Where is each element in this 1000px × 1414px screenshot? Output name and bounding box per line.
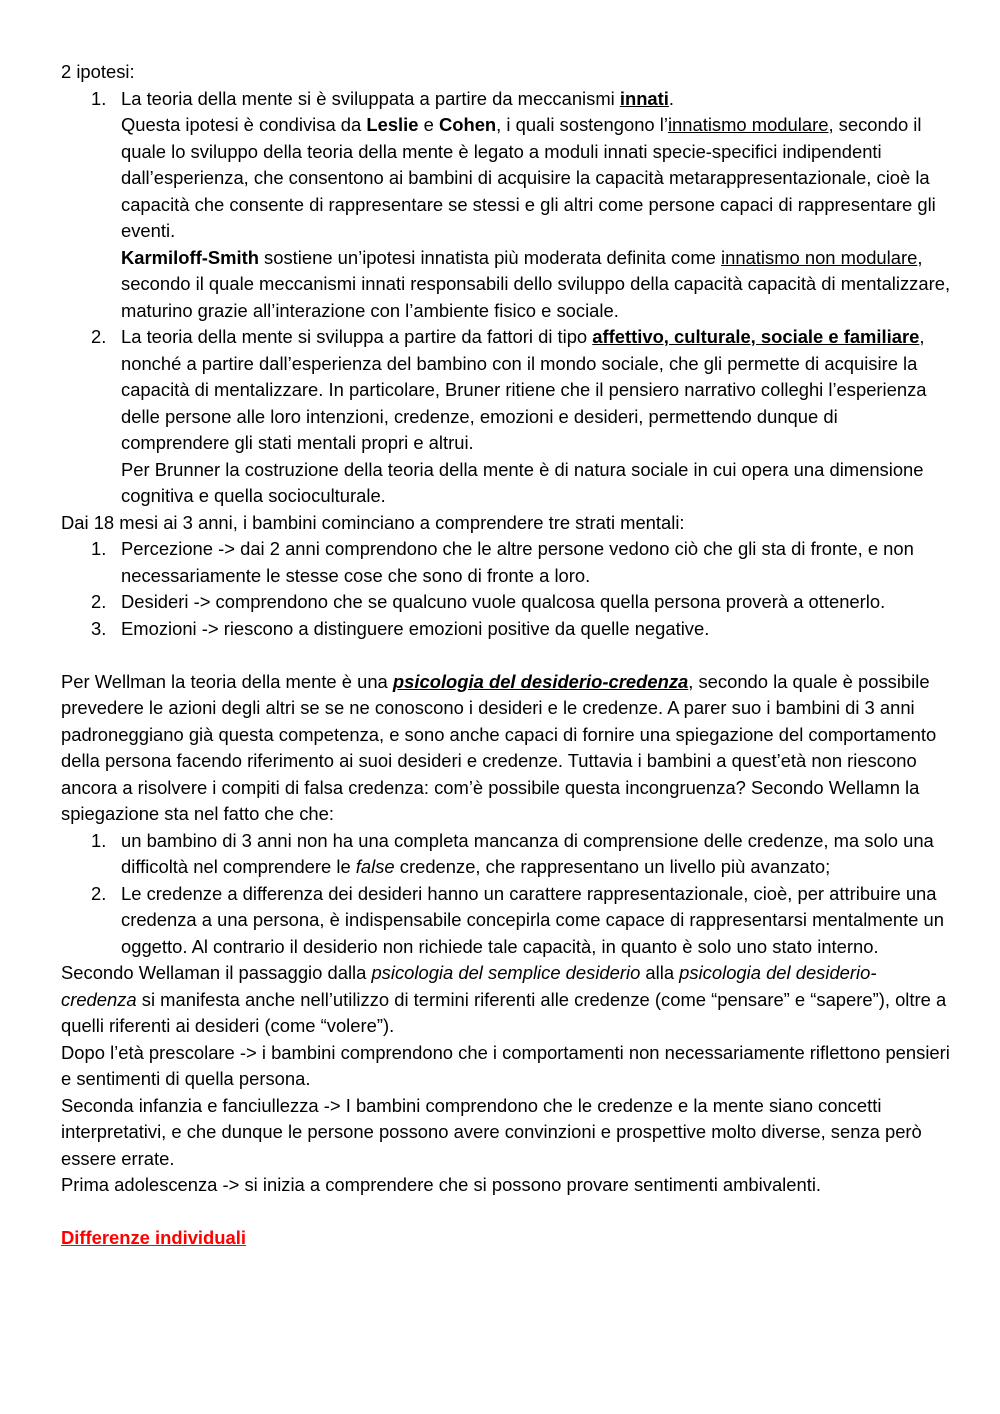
term-innatismo-non-modulare: innatismo non modulare [721,246,918,268]
stage-paragraph: Prima adolescenza -> si inizia a comprendere che si possono provare sentimenti ambivalenti. [61,1174,822,1195]
author-karmiloff-smith: Karmiloff-Smith [121,246,259,268]
term-psicologia-desiderio-credenza: psicologia del desiderio-credenza [392,670,689,692]
emphasis-innati: innati [619,87,669,109]
hypothesis-1-leslie-cohen: Questa ipotesi è condivisa da Leslie e Cohen, i quali sostengono l’innatismo modulare, secondo il quale lo sviluppo della teoria della mente è legato a moduli innati specie-specifici indipendenti dall’esperienza, che consentono ai bambini di acquisire la capacità metarappresentazionale, cioè la capacità che consente di rappresentare se stessi e gli altri come persone capaci di rappresentare gli eventi. [121,114,936,241]
list-number: 2. [91,591,107,612]
hypotheses-list [61,86,951,510]
document-page [61,59,951,1252]
list-number: 1. [91,829,107,851]
stage-paragraph: Seconda infanzia e fanciullezza -> I bambini comprendono che le credenze e la mente siano concetti interpretativi, e che dunque le persone possono avere convinzioni e prospettive molto diverse, senza però essere errate. [61,1094,922,1169]
wellman-paragraph: Per Wellman la teoria della mente è una psicologia del desiderio-credenza, secondo la quale è possibile prevedere le azioni degli altri se se ne conoscono i desideri e le credenze. A parer suo i bambini di 3 anni padroneggiano già questa competenza, e sono anche capaci di fornire una spiegazione del comportamento della persona facendo riferimento ai suoi desideri e credenze. Tuttavia i bambini a quest’età non riescono ancora a risolvere i compiti di falsa credenza: com’è possibile questa incongruenza? Secondo Wellamn la spiegazione sta nel fatto che che: [61,670,937,824]
list-item [61,86,951,325]
hypothesis-1-title: La teoria della mente si è sviluppata a partire da meccanismi innati. [121,87,675,109]
list-item: 2. Desideri -> comprendono che se qualcuno vuole qualcosa quella persona proverà a ottenerlo. [61,589,951,616]
spacer [61,642,951,669]
author-cohen: Cohen [438,114,497,135]
intro-line: 2 ipotesi: [61,61,135,82]
term-psicologia-semplice-desiderio: psicologia del semplice desiderio [371,962,641,983]
wellman-list [61,828,951,961]
list-item: 3. Emozioni -> riescono a distinguere emozioni positive da quelle negative. [61,616,951,643]
list-number: 2. [91,882,107,904]
term-psicologia-desiderio-credenza-italic: psicologia del desiderio-credenza [61,962,877,1010]
list-number: 3. [91,617,107,639]
wellman-transition-paragraph: Secondo Wellaman il passaggio dalla psicologia del semplice desiderio alla psicologia del desiderio-credenza si manifesta anche nell’utilizzo di termini riferenti alle credenze (come “pensare” e “sapere”), oltre a quelli riferenti ai desideri (come “volere”). [61,962,947,1036]
stage-paragraph: Dopo l’età prescolare -> i bambini comprendono che i comportamenti non necessariamente riflettono pensieri e sentimenti di quella persona. [61,1041,950,1089]
strata-intro: Dai 18 mesi ai 3 anni, i bambini cominciano a comprendere tre strati mentali: [61,511,685,533]
list-item [61,324,951,510]
list-number: 2. [91,326,107,347]
list-item: 2. Le credenze a differenza dei desideri hanno un carattere rappresentazionale, cioè, per attribuire una credenza a una persona, è indispensabile concepirla come capace di rappresentarsi mentalmente un oggetto. Al contrario il desiderio non richiede tale capacità, in quanto è solo uno stato interno. [91,882,944,957]
hypothesis-2-brunner: Per Brunner la costruzione della teoria della mente è di natura sociale in cui opera una dimensione cognitiva e quella socioculturale. [121,458,924,506]
section-heading: Differenze individuali [61,1227,246,1248]
emphasis-false: false [355,856,395,877]
strata-list [61,536,951,642]
hypothesis-1-karmiloff: Karmiloff-Smith sostiene un’ipotesi innatista più moderata definita come innatismo non modulare, secondo il quale meccanismi innati responsabili dello sviluppo della capacità capacità di mentalizzare, maturino grazie all’interazione con l’ambiente fisico e sociale. [121,246,951,321]
list-item: 1. Percezione -> dai 2 anni comprendono che le altre persone vedono ciò che gli sta di fronte, e non necessariamente le stesse cose che sono di fronte a loro. [91,538,914,586]
list-number: 1. [91,87,107,109]
emphasis-fattori: affettivo, culturale, sociale e familiare [592,326,920,347]
hypothesis-2-text: La teoria della mente si sviluppa a partire da fattori di tipo affettivo, culturale, sociale e familiare, nonché a partire dall’esperienza del bambino con il mondo sociale, che gli permette di acquisire la capacità di mentalizzare. In particolare, Bruner ritiene che il pensiero narrativo colleghi l’esperienza delle persone alle loro intenzioni, credenze, emozioni e desideri, permettendo dunque di comprendere gli stati mentali propri e altrui. [121,326,927,453]
term-innatismo-modulare: innatismo modulare [667,114,829,135]
author-leslie: Leslie [366,114,419,135]
spacer [61,1199,951,1226]
list-item: 1. un bambino di 3 anni non ha una completa mancanza di comprensione delle credenze, ma solo una difficoltà nel comprendere le false credenze, che rappresentano un livello più avanzato; [91,829,934,877]
list-number: 1. [91,538,107,559]
